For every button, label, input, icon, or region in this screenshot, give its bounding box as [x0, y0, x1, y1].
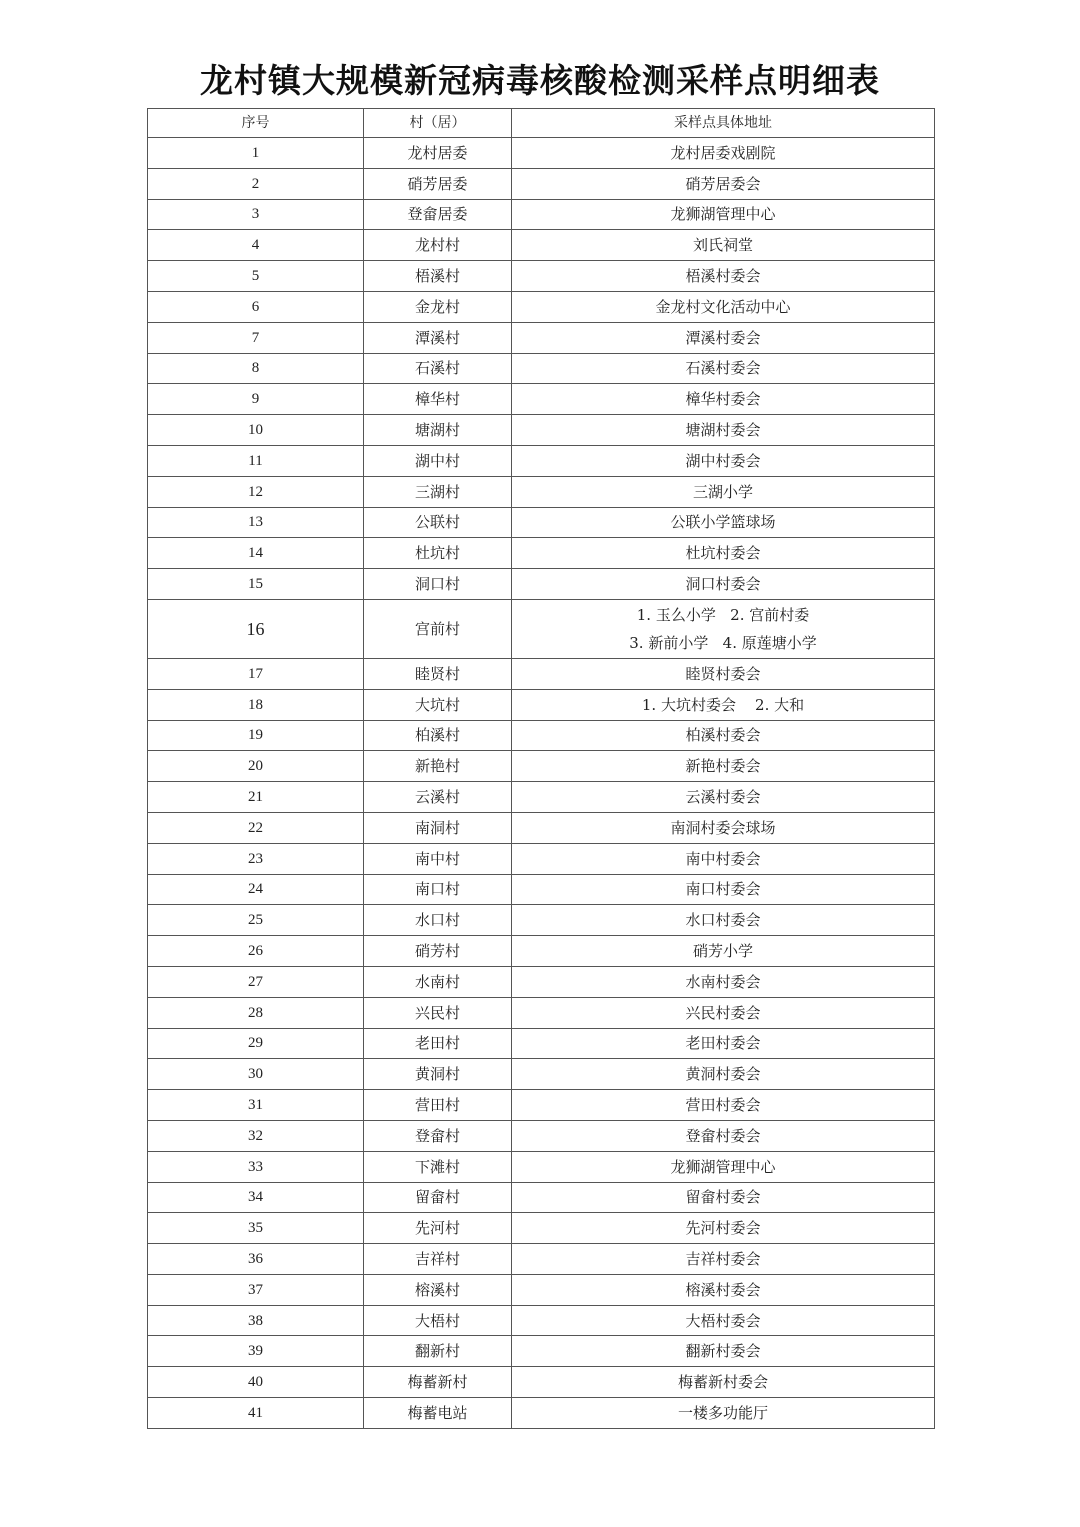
table-row [148, 445, 935, 476]
table-row [148, 1120, 935, 1151]
village-cell: 榕溪村 [364, 1274, 512, 1305]
serial-number-cell: 9 [148, 384, 364, 415]
address-line: 1. 大坑村委会 2. 大和 [641, 695, 805, 714]
address-cell [512, 997, 935, 1028]
village-cell: 湖中村 [364, 445, 512, 476]
village-cell: 水口村 [364, 905, 512, 936]
serial-number-cell: 3 [148, 199, 364, 230]
village-cell: 梅蓄电站 [364, 1398, 512, 1429]
table-row [148, 658, 935, 689]
address-cell [512, 720, 935, 751]
table-row [148, 569, 935, 600]
village-cell: 云溪村 [364, 782, 512, 813]
serial-number-cell: 35 [148, 1213, 364, 1244]
address-cell [512, 569, 935, 600]
address-cell [512, 812, 935, 843]
village-cell: 塘湖村 [364, 415, 512, 446]
serial-number-cell: 16 [148, 599, 364, 658]
serial-number-cell: 6 [148, 291, 364, 322]
serial-number-cell: 40 [148, 1367, 364, 1398]
table-row [148, 353, 935, 384]
address-line: 南中村委会 [685, 849, 761, 868]
village-cell: 洞口村 [364, 569, 512, 600]
village-cell: 南中村 [364, 843, 512, 874]
table-row [148, 168, 935, 199]
table-row [148, 1336, 935, 1367]
address-line: 1. 玉么小学 2. 宫前村委 [636, 605, 810, 624]
serial-number-cell: 27 [148, 966, 364, 997]
address-line: 潭溪村委会 [685, 328, 761, 347]
serial-number-cell: 31 [148, 1090, 364, 1121]
table-row [148, 997, 935, 1028]
serial-number-cell: 29 [148, 1028, 364, 1059]
address-line: 刘氏祠堂 [692, 236, 753, 255]
table-row [148, 261, 935, 292]
table-row [148, 1059, 935, 1090]
village-cell: 公联村 [364, 507, 512, 538]
address-line: 3. 新前小学 4. 原莲塘小学 [629, 633, 817, 652]
serial-number-cell: 39 [148, 1336, 364, 1367]
address-cell [512, 261, 935, 292]
header-address: 采样点具体地址 [512, 109, 935, 138]
address-line: 留畲村委会 [685, 1188, 761, 1207]
address-line: 水南村委会 [685, 972, 761, 991]
village-cell: 黄洞村 [364, 1059, 512, 1090]
serial-number-cell: 11 [148, 445, 364, 476]
serial-number-cell: 8 [148, 353, 364, 384]
address-cell [512, 1367, 935, 1398]
village-cell: 金龙村 [364, 291, 512, 322]
village-cell: 柏溪村 [364, 720, 512, 751]
village-cell: 潭溪村 [364, 322, 512, 353]
village-cell: 睦贤村 [364, 658, 512, 689]
address-cell [512, 507, 935, 538]
address-line: 老田村委会 [685, 1034, 761, 1053]
address-line: 榕溪村委会 [685, 1280, 761, 1299]
table-row [148, 384, 935, 415]
table-row [148, 966, 935, 997]
village-cell: 梧溪村 [364, 261, 512, 292]
address-line: 梅蓄新村委会 [677, 1373, 768, 1392]
village-cell: 下滩村 [364, 1151, 512, 1182]
address-line: 杜坑村委会 [685, 544, 761, 563]
address-cell [512, 199, 935, 230]
address-line: 湖中村委会 [685, 451, 761, 470]
address-cell [512, 1213, 935, 1244]
village-cell: 南口村 [364, 874, 512, 905]
serial-number-cell: 1 [148, 138, 364, 169]
serial-number-cell: 7 [148, 322, 364, 353]
address-cell [512, 322, 935, 353]
village-cell: 留畲村 [364, 1182, 512, 1213]
table-row [148, 138, 935, 169]
table-row [148, 751, 935, 782]
table-row [148, 1213, 935, 1244]
address-line: 龙村居委戏剧院 [670, 143, 776, 162]
serial-number-cell: 14 [148, 538, 364, 569]
address-cell [512, 230, 935, 261]
address-cell [512, 476, 935, 507]
serial-number-cell: 20 [148, 751, 364, 782]
address-line: 一楼多功能厅 [677, 1403, 768, 1422]
address-line: 黄洞村委会 [685, 1065, 761, 1084]
address-line: 先河村委会 [685, 1219, 761, 1238]
table-row [148, 1244, 935, 1275]
serial-number-cell: 37 [148, 1274, 364, 1305]
table-row [148, 1305, 935, 1336]
address-line: 龙狮湖管理中心 [670, 205, 776, 224]
serial-number-cell: 25 [148, 905, 364, 936]
table-row [148, 538, 935, 569]
address-line: 翻新村委会 [685, 1342, 761, 1361]
village-cell: 登畲村 [364, 1120, 512, 1151]
table-row [148, 1398, 935, 1429]
address-line: 石溪村委会 [685, 359, 761, 378]
address-cell [512, 1244, 935, 1275]
village-cell: 龙村村 [364, 230, 512, 261]
table-row [148, 230, 935, 261]
village-cell: 杜坑村 [364, 538, 512, 569]
village-cell: 营田村 [364, 1090, 512, 1121]
address-line: 硝芳居委会 [685, 174, 761, 193]
serial-number-cell: 21 [148, 782, 364, 813]
serial-number-cell: 22 [148, 812, 364, 843]
header-village: 村（居） [364, 109, 512, 138]
address-line: 三湖小学 [692, 482, 753, 501]
village-cell: 翻新村 [364, 1336, 512, 1367]
table-row [148, 291, 935, 322]
address-line: 龙狮湖管理中心 [670, 1157, 776, 1176]
address-cell [512, 1090, 935, 1121]
village-cell: 登畲居委 [364, 199, 512, 230]
serial-number-cell: 12 [148, 476, 364, 507]
serial-number-cell: 5 [148, 261, 364, 292]
address-cell [512, 905, 935, 936]
village-cell: 宫前村 [364, 599, 512, 658]
address-line: 吉祥村委会 [685, 1249, 761, 1268]
table-row [148, 936, 935, 967]
address-cell [512, 1028, 935, 1059]
address-cell [512, 353, 935, 384]
address-cell [512, 1274, 935, 1305]
address-line: 睦贤村委会 [685, 664, 761, 683]
village-cell: 硝芳居委 [364, 168, 512, 199]
address-cell [512, 291, 935, 322]
village-cell: 梅蓄新村 [364, 1367, 512, 1398]
address-cell [512, 1305, 935, 1336]
address-line: 洞口村委会 [685, 575, 761, 594]
village-cell: 龙村居委 [364, 138, 512, 169]
address-cell [512, 538, 935, 569]
serial-number-cell: 30 [148, 1059, 364, 1090]
serial-number-cell: 15 [148, 569, 364, 600]
serial-number-cell: 19 [148, 720, 364, 751]
village-cell: 新艳村 [364, 751, 512, 782]
address-line: 金龙村文化活动中心 [655, 297, 791, 316]
address-line: 南洞村委会球场 [670, 818, 776, 837]
village-cell: 老田村 [364, 1028, 512, 1059]
address-cell [512, 874, 935, 905]
address-cell [512, 966, 935, 997]
serial-number-cell: 2 [148, 168, 364, 199]
address-line: 樟华村委会 [685, 390, 761, 409]
table-row [148, 1151, 935, 1182]
serial-number-cell: 18 [148, 689, 364, 720]
table-row [148, 507, 935, 538]
table-row [148, 812, 935, 843]
serial-number-cell: 41 [148, 1398, 364, 1429]
table-header-row [148, 109, 935, 138]
table-row [148, 1090, 935, 1121]
table-row [148, 199, 935, 230]
address-line: 柏溪村委会 [685, 726, 761, 745]
serial-number-cell: 24 [148, 874, 364, 905]
serial-number-cell: 36 [148, 1244, 364, 1275]
serial-number-cell: 17 [148, 658, 364, 689]
table-row [148, 599, 935, 658]
address-cell [512, 138, 935, 169]
serial-number-cell: 13 [148, 507, 364, 538]
table-row [148, 476, 935, 507]
serial-number-cell: 32 [148, 1120, 364, 1151]
table-row [148, 1367, 935, 1398]
address-cell [512, 168, 935, 199]
address-line: 梧溪村委会 [685, 267, 761, 286]
table-row [148, 782, 935, 813]
serial-number-cell: 28 [148, 997, 364, 1028]
address-line: 塘湖村委会 [685, 421, 761, 440]
serial-number-cell: 38 [148, 1305, 364, 1336]
table-row [148, 874, 935, 905]
page-title: 龙村镇大规模新冠病毒核酸检测采样点明细表 [200, 61, 880, 100]
address-cell [512, 782, 935, 813]
address-cell [512, 599, 935, 658]
address-line: 公联小学篮球场 [670, 513, 776, 532]
serial-number-cell: 4 [148, 230, 364, 261]
address-cell [512, 1398, 935, 1429]
table-row [148, 905, 935, 936]
address-cell [512, 445, 935, 476]
table-row [148, 1274, 935, 1305]
header-serial-number: 序号 [148, 109, 364, 138]
village-cell: 硝芳村 [364, 936, 512, 967]
address-cell [512, 689, 935, 720]
serial-number-cell: 10 [148, 415, 364, 446]
address-cell [512, 936, 935, 967]
address-cell [512, 1120, 935, 1151]
village-cell: 南洞村 [364, 812, 512, 843]
address-cell [512, 751, 935, 782]
sampling-site-table [147, 108, 935, 1429]
serial-number-cell: 26 [148, 936, 364, 967]
address-line: 云溪村委会 [685, 788, 761, 807]
address-line: 新艳村委会 [685, 757, 761, 776]
address-cell [512, 658, 935, 689]
table-row [148, 720, 935, 751]
table-body [148, 138, 935, 1429]
address-cell [512, 1182, 935, 1213]
village-cell: 樟华村 [364, 384, 512, 415]
address-cell [512, 384, 935, 415]
table-row [148, 415, 935, 446]
village-cell: 水南村 [364, 966, 512, 997]
address-line: 南口村委会 [685, 880, 761, 899]
village-cell: 大坑村 [364, 689, 512, 720]
serial-number-cell: 23 [148, 843, 364, 874]
address-cell [512, 1336, 935, 1367]
village-cell: 兴民村 [364, 997, 512, 1028]
village-cell: 石溪村 [364, 353, 512, 384]
table-row [148, 322, 935, 353]
address-cell [512, 843, 935, 874]
address-line: 大梧村委会 [685, 1311, 761, 1330]
address-line: 营田村委会 [685, 1096, 761, 1114]
village-cell: 三湖村 [364, 476, 512, 507]
address-cell [512, 1151, 935, 1182]
address-line: 水口村委会 [685, 911, 761, 930]
village-cell: 先河村 [364, 1213, 512, 1244]
table-row [148, 689, 935, 720]
village-cell: 大梧村 [364, 1305, 512, 1336]
address-cell [512, 1059, 935, 1090]
table-row [148, 1028, 935, 1059]
address-line: 登畲村委会 [685, 1126, 761, 1145]
table-row [148, 843, 935, 874]
address-line: 硝芳小学 [692, 942, 753, 961]
serial-number-cell: 33 [148, 1151, 364, 1182]
village-cell: 吉祥村 [364, 1244, 512, 1275]
address-line: 兴民村委会 [685, 1003, 761, 1022]
serial-number-cell: 34 [148, 1182, 364, 1213]
table-row [148, 1182, 935, 1213]
address-cell [512, 415, 935, 446]
